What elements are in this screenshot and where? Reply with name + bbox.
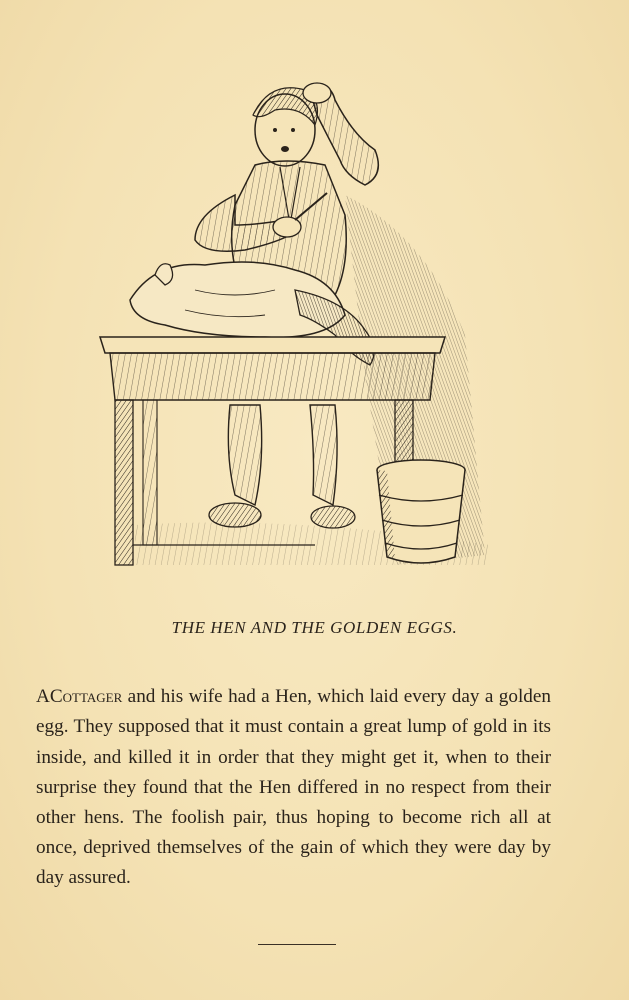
wooden-bucket [377,460,465,563]
fable-text [36,682,551,893]
drop-word-initial: A [36,686,50,708]
fable-body: and his wife had a Hen, which laid every day a golden egg. They supposed that it must contain a great lump of gold in its inside, and killed it in order that they might get it, when to their surprise they found that the Hen differed in no respect from their other hens. The foolish pair, thus hoping to become rich all at once, deprived themselves of the gain of which they were day by day assured. [36,686,551,889]
drop-word-rest: Cottager [49,686,123,708]
end-rule [258,944,336,945]
engraving-illustration [95,75,495,575]
figure-caption: THE HEN AND THE GOLDEN EGGS. [171,618,458,637]
